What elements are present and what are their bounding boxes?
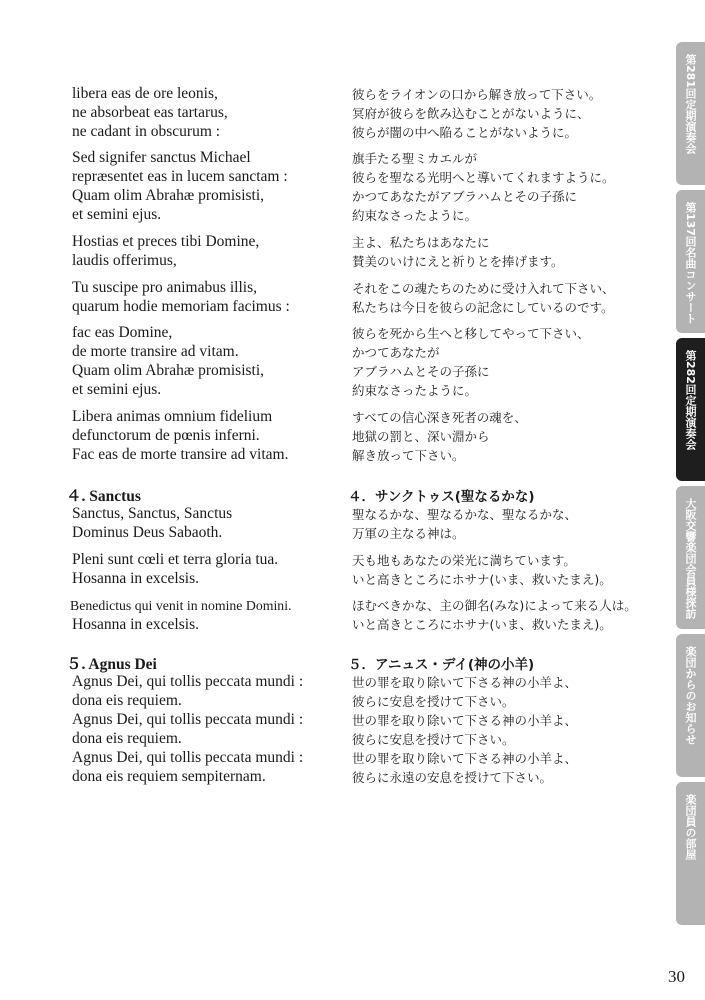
japanese-line: 世の罪を取り除いて下さる神の小羊よ、 [352, 675, 578, 690]
side-tab-label: 楽団員の部屋 [684, 794, 697, 860]
japanese-line: 世の罪を取り除いて下さる神の小羊よ、 [352, 713, 578, 728]
latin-line: Quam olim Abrahæ promisisti, [72, 362, 265, 379]
latin-line: et semini ejus. [72, 206, 162, 223]
side-tab-orchestra-news[interactable] [676, 634, 705, 777]
side-tab-member-visit[interactable] [676, 486, 705, 629]
japanese-line: 聖なるかな、聖なるかな、聖なるかな、 [352, 507, 578, 522]
japanese-line: 彼らが闇の中へ陥ることがないように。 [352, 125, 578, 140]
latin-line: Libera animas omnium fidelium [72, 408, 273, 425]
section-heading-japanese: ５．アニュス・デイ(神の小羊) [348, 657, 535, 673]
latin-line: repræsentet eas in lucem sanctam : [72, 168, 288, 185]
side-tab-137-meikyoku-concert[interactable] [676, 190, 705, 333]
side-tab-label: 楽団からのお知らせ [684, 646, 697, 745]
latin-line: libera eas de ore leonis, [72, 85, 218, 102]
side-tab-label: 第282回定期演奏会 [684, 350, 697, 450]
latin-line: quarum hodie memoriam facimus : [72, 298, 290, 315]
latin-line: Agnus Dei, qui tollis peccata mundi : [72, 711, 304, 728]
page-number: 30 [668, 967, 685, 986]
latin-line: Hosanna in excelsis. [72, 616, 199, 633]
side-tab-282-regular-concert[interactable] [676, 338, 705, 481]
japanese-line: 彼らに安息を授けて下さい。 [352, 732, 515, 747]
japanese-line: 世の罪を取り除いて下さる神の小羊よ、 [352, 751, 578, 766]
japanese-line: 万軍の主なる神は。 [352, 526, 465, 541]
japanese-line: 主よ、私たちはあなたに [352, 235, 490, 250]
latin-line: Tu suscipe pro animabus illis, [72, 279, 258, 296]
japanese-line: 約束なさったように。 [352, 383, 478, 398]
latin-line: Sanctus, Sanctus, Sanctus [72, 505, 233, 522]
side-tab-281-regular-concert[interactable] [676, 42, 705, 185]
latin-line: ne cadant in obscurum : [72, 123, 221, 140]
latin-line: laudis offerimus, [72, 252, 177, 269]
section-heading-latin: ５. Agnus Dei [66, 656, 157, 673]
section-heading-latin: ４. Sanctus [66, 488, 141, 505]
latin-line: Benedictus qui venit in nomine Domini. [70, 598, 292, 613]
japanese-line: いと高きところにホサナ(いま、救いたまえ)。 [352, 617, 612, 632]
side-tab-label: 大阪交響楽団会員様探訪 [684, 498, 697, 619]
latin-line: de morte transire ad vitam. [72, 343, 239, 360]
japanese-line: 天も地もあなたの栄光に満ちています。 [352, 553, 576, 568]
latin-line: Dominus Deus Sabaoth. [72, 524, 223, 541]
latin-line: et semini ejus. [72, 381, 162, 398]
japanese-line: かつてあなたが [352, 345, 440, 360]
side-tab-members-room[interactable] [676, 782, 705, 925]
japanese-line: 冥府が彼らを飲み込むことがないように、 [352, 106, 590, 121]
japanese-line: 彼らをライオンの口から解き放って下さい。 [352, 87, 602, 102]
japanese-line: いと高きところにホサナ(いま、救いたまえ)。 [352, 572, 612, 587]
japanese-line: アブラハムとその子孫に [352, 364, 490, 379]
latin-line: dona eis requiem. [72, 692, 182, 709]
latin-line: Quam olim Abrahæ promisisti, [72, 187, 265, 204]
section-heading-japanese: ４．サンクトゥス(聖なるかな) [348, 489, 535, 505]
latin-line: Fac eas de morte transire ad vitam. [72, 446, 289, 463]
side-tab-label: 第137回名曲コンサート [684, 202, 697, 324]
latin-line: Agnus Dei, qui tollis peccata mundi : [72, 673, 304, 690]
japanese-line: 地獄の罰と、深い淵から [352, 429, 490, 444]
japanese-line: 旗手たる聖ミカエルが [352, 151, 478, 166]
latin-line: Agnus Dei, qui tollis peccata mundi : [72, 749, 304, 766]
latin-line: ne absorbeat eas tartarus, [72, 104, 228, 121]
latin-line: Hostias et preces tibi Domine, [72, 233, 260, 250]
latin-line: Pleni sunt cœli et terra gloria tua. [72, 551, 279, 568]
latin-line: dona eis requiem sempiternam. [72, 768, 266, 785]
japanese-line: それをこの魂たちのために受け入れて下さい、 [352, 281, 615, 296]
japanese-line: ほむべきかな、主の御名(みな)によって来る人は。 [352, 598, 637, 613]
japanese-line: かつてあなたがアブラハムとその子孫に [352, 189, 578, 204]
japanese-line: 彼らを聖なる光明へと導いてくれますように。 [352, 170, 615, 185]
latin-line: fac eas Domine, [72, 324, 173, 341]
side-tab-label: 第281回定期演奏会 [684, 54, 697, 154]
latin-line: Sed signifer sanctus Michael [72, 149, 251, 166]
latin-line: Hosanna in excelsis. [72, 570, 199, 587]
japanese-line: 賛美のいけにえと祈りとを捧げます。 [352, 254, 564, 269]
latin-line: dona eis requiem. [72, 730, 182, 747]
latin-line: defunctorum de pœnis inferni. [72, 427, 260, 444]
japanese-line: すべての信心深き死者の魂を、 [352, 410, 527, 425]
japanese-line: 彼らを死から生へと移してやって下さい、 [352, 326, 590, 341]
japanese-line: 約束なさったように。 [352, 208, 478, 223]
japanese-line: 解き放って下さい。 [352, 448, 465, 463]
japanese-line: 彼らに永遠の安息を授けて下さい。 [352, 770, 553, 785]
japanese-line: 私たちは今日を彼らの記念にしているのです。 [352, 300, 614, 315]
japanese-line: 彼らに安息を授けて下さい。 [352, 694, 515, 709]
